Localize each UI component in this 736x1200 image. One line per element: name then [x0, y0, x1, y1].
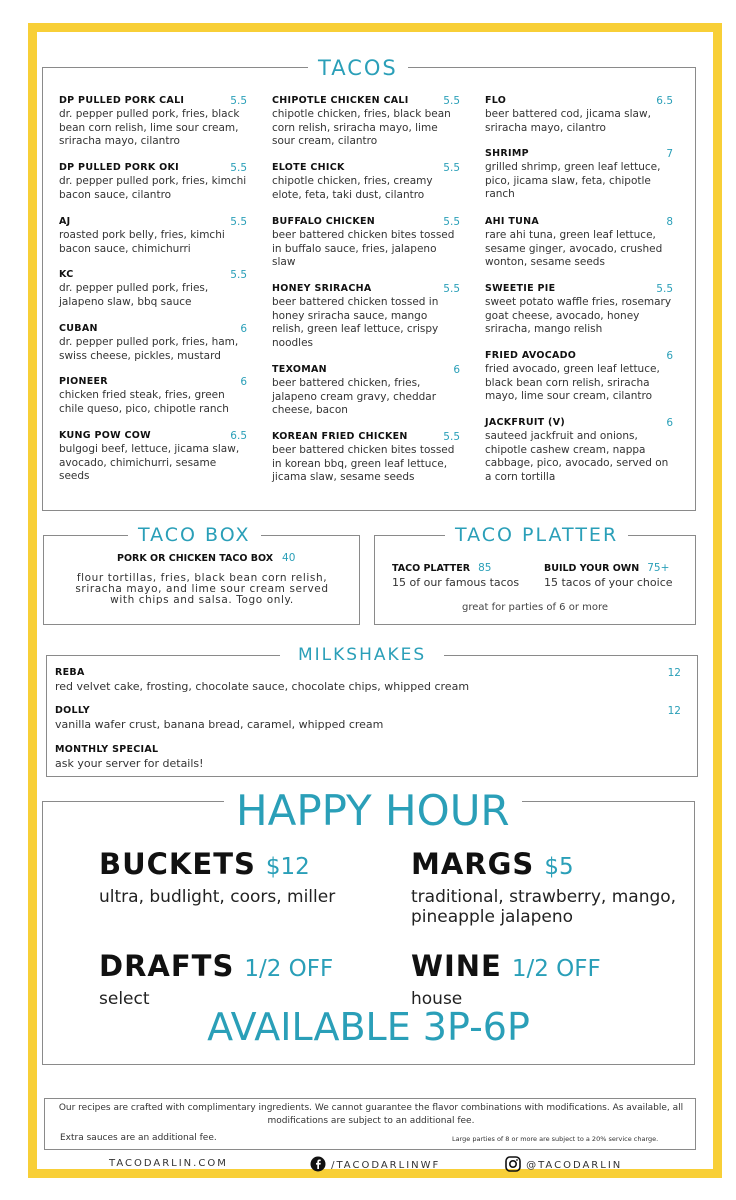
taco-desc: dr. pepper pulled pork, fries, black bean corn relish, lime sour cream, sriracha mayo, cilantro: [59, 108, 240, 147]
taco-desc: chipotle chicken, fries, black bean corn relish, sriracha mayo, lime sour cream, cilantro: [272, 108, 451, 147]
taco-item: [272, 162, 460, 202]
taco-desc: beer battered chicken bites tossed in korean bbq, green leaf lettuce, jicama slaw, sesame seeds: [272, 444, 455, 483]
large-parties-note: Large parties of 8 or more are subject to a 20% service charge.: [452, 1135, 659, 1143]
taco-desc: sweet potato waffle fries, rosemary goat cheese, avocado, honey sriracha, mango relish: [485, 296, 672, 335]
taco-price: 6: [666, 350, 673, 362]
taco-item: [272, 283, 460, 350]
tacos-title: TACOS: [308, 58, 408, 79]
taco-item: [59, 430, 247, 484]
milkshake-name: REBA: [55, 667, 85, 678]
taco-item: [485, 148, 673, 202]
taco-item: [272, 95, 460, 149]
taco-item: [59, 323, 247, 363]
margs-desc: traditional, strawberry, mango, pineapple jalapeno: [411, 887, 677, 927]
taco-name: ELOTE CHICK: [272, 162, 345, 173]
taco-desc: dr. pepper pulled pork, fries, ham, swiss cheese, pickles, mustard: [59, 336, 239, 362]
taco-desc: rare ahi tuna, green leaf lettuce, sesame ginger, avocado, crushed wonton, sesame seeds: [485, 229, 663, 268]
taco-item: [272, 431, 460, 485]
taco-box-price: 40: [282, 552, 296, 564]
taco-price: 6: [453, 364, 460, 376]
wine-desc: house: [411, 989, 463, 1009]
taco-item: [272, 216, 460, 270]
taco-desc: chipotle chicken, fries, creamy elote, feta, taki dust, cilantro: [272, 175, 433, 201]
margs-name: MARGS: [411, 847, 535, 881]
drafts-price: 1/2 OFF: [244, 956, 334, 982]
taco-item: [485, 216, 673, 270]
milkshake-item: [55, 744, 681, 771]
taco-price: 6.5: [656, 95, 673, 107]
taco-name: PIONEER: [59, 376, 108, 387]
taco-price: 5.5: [443, 216, 460, 228]
build-desc: 15 tacos of your choice: [544, 576, 673, 589]
taco-desc: beer battered chicken tossed in honey sriracha sauce, mango relish, green leaf lettuce, crispy noodles: [272, 296, 439, 349]
taco-name: DP PULLED PORK CALI: [59, 95, 185, 106]
taco-item: [485, 350, 673, 404]
facebook-link[interactable]: [310, 1155, 440, 1176]
milkshake-name: MONTHLY SPECIAL: [55, 744, 159, 755]
milkshake-desc: ask your server for details!: [55, 757, 204, 770]
taco-desc: beer battered cod, jicama slaw, sriracha mayo, cilantro: [485, 108, 651, 134]
disclaimer-text: Our recipes are crafted with complimentary ingredients. We cannot guarantee the flavor combinations with modifications. As available, all modifications are subject to an additional fee.: [58, 1103, 684, 1126]
margs-item: [411, 847, 691, 927]
buckets-price: $12: [265, 854, 310, 880]
instagram-handle: @TACODARLIN: [526, 1160, 623, 1171]
build-price: 75+: [647, 562, 670, 574]
milkshake-item: [55, 667, 681, 694]
taco-price: 5.5: [656, 283, 673, 295]
taco-desc: dr. pepper pulled pork, fries, jalapeno slaw, bbq sauce: [59, 282, 209, 308]
build-your-own-item: [544, 562, 673, 589]
taco-desc: sauteed jackfruit and onions, chipotle cashew cream, nappa cabbage, pico, avocado, served on a corn tortilla: [485, 430, 669, 483]
taco-name: TEXOMAN: [272, 364, 327, 375]
taco-name: SWEETIE PIE: [485, 283, 556, 294]
taco-name: SHRIMP: [485, 148, 529, 159]
platter-note: great for parties of 6 or more: [461, 602, 609, 613]
taco-price: 7: [666, 148, 673, 160]
taco-price: 6: [666, 417, 673, 429]
taco-item: [485, 95, 673, 135]
milkshake-name: DOLLY: [55, 705, 90, 716]
taco-price: 5.5: [230, 216, 247, 228]
taco-desc: dr. pepper pulled pork, fries, kimchi bacon sauce, cilantro: [59, 175, 247, 201]
taco-platter-item: [392, 562, 519, 589]
margs-price: $5: [544, 854, 574, 880]
taco-price: 5.5: [443, 283, 460, 295]
taco-price: 5.5: [443, 162, 460, 174]
taco-desc: beer battered chicken, fries, jalapeno cream gravy, cheddar cheese, bacon: [272, 377, 437, 416]
milkshake-desc: red velvet cake, frosting, chocolate sauce, chocolate chips, whipped cream: [55, 680, 470, 693]
build-name: BUILD YOUR OWN: [544, 563, 640, 574]
instagram-icon: [505, 1156, 521, 1176]
taco-item: [59, 216, 247, 256]
taco-desc: roasted pork belly, fries, kimchi bacon sauce, chimichurri: [59, 229, 225, 255]
taco-desc: bulgogi beef, lettuce, jicama slaw, avocado, chimichurri, sesame seeds: [59, 443, 240, 482]
milkshake-price: 12: [667, 667, 681, 679]
taco-price: 6.5: [230, 430, 247, 442]
milkshakes-title: MILKSHAKES: [280, 647, 444, 664]
taco-name: DP PULLED PORK OKI: [59, 162, 180, 173]
taco-item: [59, 162, 247, 202]
taco-name: AHI TUNA: [485, 216, 540, 227]
taco-name: KC: [59, 269, 74, 280]
taco-name: AJ: [59, 216, 71, 227]
taco-price: 5.5: [230, 162, 247, 174]
taco-desc: fried avocado, green leaf lettuce, black bean corn relish, sriracha mayo, lime sour cream, cilantro: [485, 363, 660, 402]
taco-price: 5.5: [230, 95, 247, 107]
platter-price: 85: [478, 562, 492, 574]
milkshake-price: 12: [667, 705, 681, 717]
wine-item: [411, 949, 601, 1009]
taco-name: HONEY SRIRACHA: [272, 283, 372, 294]
milkshake-desc: vanilla wafer crust, banana bread, caramel, whipped cream: [55, 718, 384, 731]
taco-item: [59, 95, 247, 149]
taco-price: 6: [240, 323, 247, 335]
taco-price: 5.5: [230, 269, 247, 281]
taco-name: KOREAN FRIED CHICKEN: [272, 431, 408, 442]
taco-box-desc: flour tortillas, fries, black bean corn relish, sriracha mayo, and lime sour cream served with chips and salsa. Togo only.: [75, 572, 329, 606]
facebook-icon: [310, 1156, 326, 1176]
taco-item: [59, 269, 247, 309]
happy-hour-availability: AVAILABLE 3P-6P: [207, 1005, 530, 1049]
taco-desc: chicken fried steak, fries, green chile queso, pico, chipotle ranch: [59, 389, 229, 415]
taco-name: CUBAN: [59, 323, 98, 334]
drafts-desc: select: [99, 989, 150, 1009]
taco-name: BUFFALO CHICKEN: [272, 216, 376, 227]
buckets-name: BUCKETS: [99, 847, 256, 881]
taco-platter-title: TACO PLATTER: [445, 526, 628, 545]
website-link[interactable]: TACODARLIN.COM: [109, 1158, 228, 1169]
sauces-note: Extra sauces are an additional fee.: [60, 1133, 217, 1143]
taco-name: CHIPOTLE CHICKEN CALI: [272, 95, 409, 106]
taco-price: 5.5: [443, 95, 460, 107]
taco-box-name: PORK OR CHICKEN TACO BOX: [117, 553, 274, 564]
taco-box-title: TACO BOX: [128, 526, 261, 545]
taco-item: [485, 283, 673, 337]
wine-name: WINE: [411, 949, 502, 983]
drafts-name: DRAFTS: [99, 949, 235, 983]
facebook-handle: /TACODARLINWF: [331, 1160, 441, 1171]
taco-name: FRIED AVOCADO: [485, 350, 577, 361]
happy-hour-title: HAPPY HOUR: [224, 790, 522, 832]
buckets-desc: ultra, budlight, coors, miller: [99, 887, 336, 907]
taco-desc: grilled shrimp, green leaf lettuce, pico, jicama slaw, feta, chipotle ranch: [485, 161, 661, 200]
wine-price: 1/2 OFF: [511, 956, 601, 982]
instagram-link[interactable]: [505, 1155, 622, 1176]
taco-item: [485, 417, 673, 484]
taco-name: FLO: [485, 95, 507, 106]
taco-price: 6: [240, 376, 247, 388]
platter-desc: 15 of our famous tacos: [392, 576, 520, 589]
taco-price: 8: [666, 216, 673, 228]
taco-box-item: [117, 552, 295, 564]
drafts-item: [99, 949, 334, 1009]
taco-item: [59, 376, 247, 416]
milkshake-item: [55, 705, 681, 732]
taco-price: 5.5: [443, 431, 460, 443]
buckets-item: [99, 847, 336, 907]
taco-item: [272, 364, 460, 418]
taco-desc: beer battered chicken bites tossed in buffalo sauce, fries, jalapeno slaw: [272, 229, 455, 268]
taco-name: KUNG POW COW: [59, 430, 151, 441]
platter-name: TACO PLATTER: [392, 563, 471, 574]
taco-name: JACKFRUIT (V): [485, 417, 565, 428]
